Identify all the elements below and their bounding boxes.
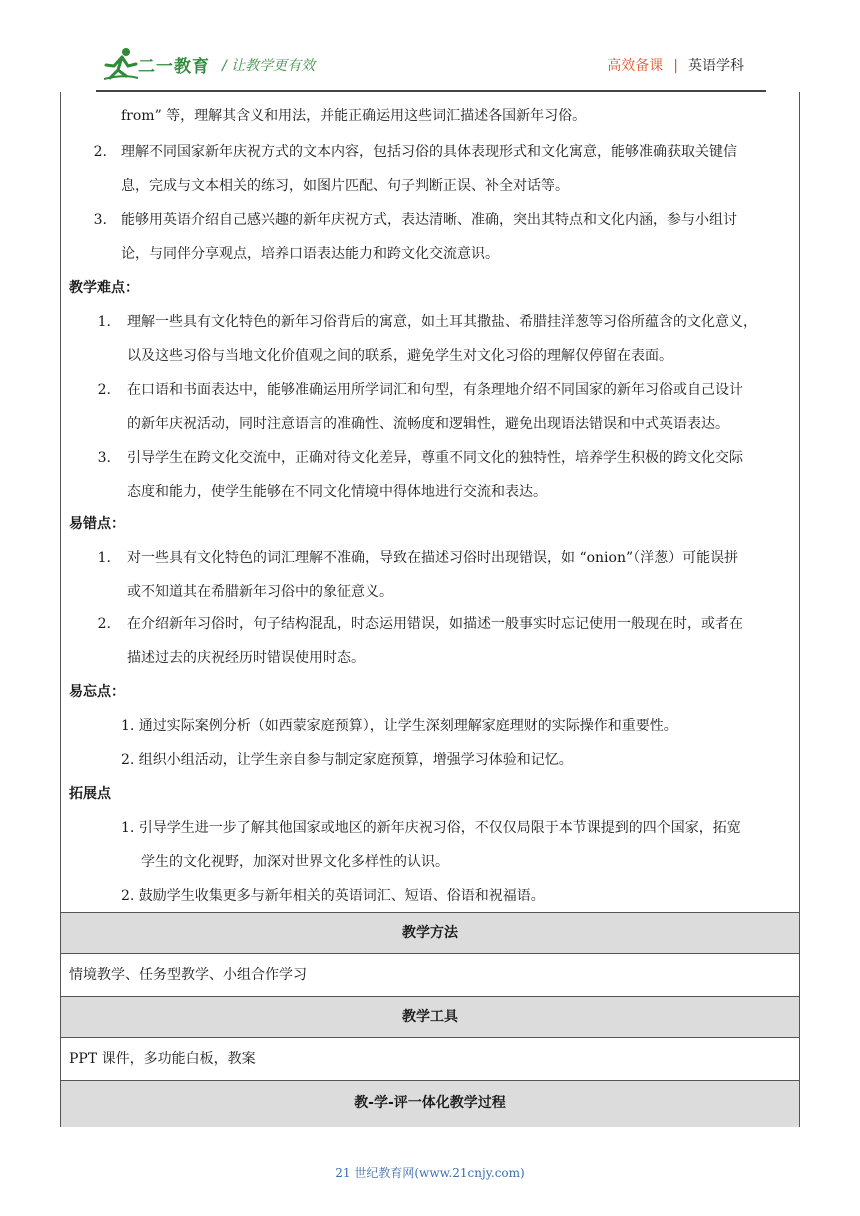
difficulty-text: 的新年庆祝活动，同时注意语言的准确性、流畅度和逻辑性，避免出现语法错误和中式英语表达。 bbox=[127, 416, 729, 432]
error-text: 或不知道其在希腊新年习俗中的象征意义。 bbox=[127, 584, 393, 600]
difficulty-number: 1. bbox=[97, 314, 111, 330]
page-header bbox=[0, 0, 860, 92]
header-label: 高效备课 bbox=[607, 58, 664, 74]
page-footer: 21 世纪教育网(www.21cnjy.com) bbox=[335, 1166, 525, 1180]
extension-item: 1. 引导学生进一步了解其他国家或地区的新年庆祝习俗，不仅仅局限于本节课提到的四个国家，拓宽 bbox=[121, 820, 741, 836]
forgettable-item: 1. 通过实际案例分析（如西蒙家庭预算），让学生深刻理解家庭理财的实际操作和重要性。 bbox=[121, 718, 678, 734]
errors-heading: 易错点： bbox=[69, 516, 125, 532]
tools-header: 教学工具 bbox=[61, 996, 799, 1038]
objectives-cell bbox=[61, 92, 799, 912]
process-header: 教-学-评一体化教学过程 bbox=[61, 1080, 799, 1127]
error-number: 2. bbox=[97, 616, 111, 632]
objective-continued: from” 等，理解其含义和用法，并能正确运用这些词汇描述各国新年习俗。 bbox=[121, 108, 587, 124]
error-text: 对一些具有文化特色的词汇理解不准确，导致在描述习俗时出现错误，如 “onion”（洋葱）可能误拼 bbox=[127, 550, 739, 566]
error-text: 在介绍新年习俗时，句子结构混乱，时态运用错误，如描述一般事实时忘记使用一般现在时，或者在 bbox=[127, 616, 743, 632]
methods-content: 情境教学、任务型教学、小组合作学习 bbox=[69, 967, 307, 983]
objective-text: 息，完成与文本相关的练习，如图片匹配、句子判断正误、补全对话等。 bbox=[121, 178, 569, 194]
methods-header: 教学方法 bbox=[61, 912, 799, 954]
difficulties-heading: 教学难点： bbox=[69, 280, 139, 296]
objective-number: 2. bbox=[93, 144, 107, 160]
tools-content: PPT 课件，多功能白板，教案 bbox=[69, 1051, 256, 1067]
forgettable-heading: 易忘点： bbox=[69, 684, 125, 700]
error-text: 描述过去的庆祝经历时错误使用时态。 bbox=[127, 650, 365, 666]
difficulty-text: 理解一些具有文化特色的新年习俗背后的寓意，如土耳其撒盐、希腊挂洋葱等习俗所蕴含的文化意义， bbox=[127, 314, 757, 330]
objective-number: 3. bbox=[93, 212, 107, 228]
forgettable-item: 2. 组织小组活动，让学生亲自参与制定家庭预算，增强学习体验和记忆。 bbox=[121, 752, 573, 768]
lesson-table bbox=[60, 92, 800, 1127]
header-separator: | bbox=[673, 58, 678, 74]
difficulty-number: 3. bbox=[97, 450, 111, 466]
difficulty-text: 态度和能力，使学生能够在不同文化情境中得体地进行交流和表达。 bbox=[127, 484, 547, 500]
difficulty-text: 以及这些习俗与当地文化价值观之间的联系，避免学生对文化习俗的理解仅停留在表面。 bbox=[127, 348, 673, 364]
difficulty-text: 引导学生在跨文化交流中，正确对待文化差异，尊重不同文化的独特性，培养学生积极的跨文化交际 bbox=[127, 450, 743, 466]
difficulty-number: 2. bbox=[97, 382, 111, 398]
objective-text: 能够用英语介绍自己感兴趣的新年庆祝方式，表达清晰、准确，突出其特点和文化内涵，参与小组讨 bbox=[121, 212, 737, 228]
header-right bbox=[607, 55, 744, 75]
logo-text: 二一教育 bbox=[138, 57, 210, 77]
subject-label: 英语学科 bbox=[688, 58, 744, 74]
error-number: 1. bbox=[97, 550, 111, 566]
extension-item: 2. 鼓励学生收集更多与新年相关的英语词汇、短语、俗语和祝福语。 bbox=[121, 888, 545, 904]
objective-text: 理解不同国家新年庆祝方式的文本内容，包括习俗的具体表现形式和文化寓意，能够准确获取关键信 bbox=[121, 144, 737, 160]
extension-heading: 拓展点 bbox=[69, 786, 111, 802]
difficulty-text: 在口语和书面表达中，能够准确运用所学词汇和句型，有条理地介绍不同国家的新年习俗或自己设计 bbox=[127, 382, 743, 398]
objective-text: 论，与同伴分享观点，培养口语表达能力和跨文化交流意识。 bbox=[121, 246, 499, 262]
slogan: / 让教学更有效 bbox=[222, 58, 316, 74]
extension-item: 学生的文化视野，加深对世界文化多样性的认识。 bbox=[141, 854, 449, 870]
